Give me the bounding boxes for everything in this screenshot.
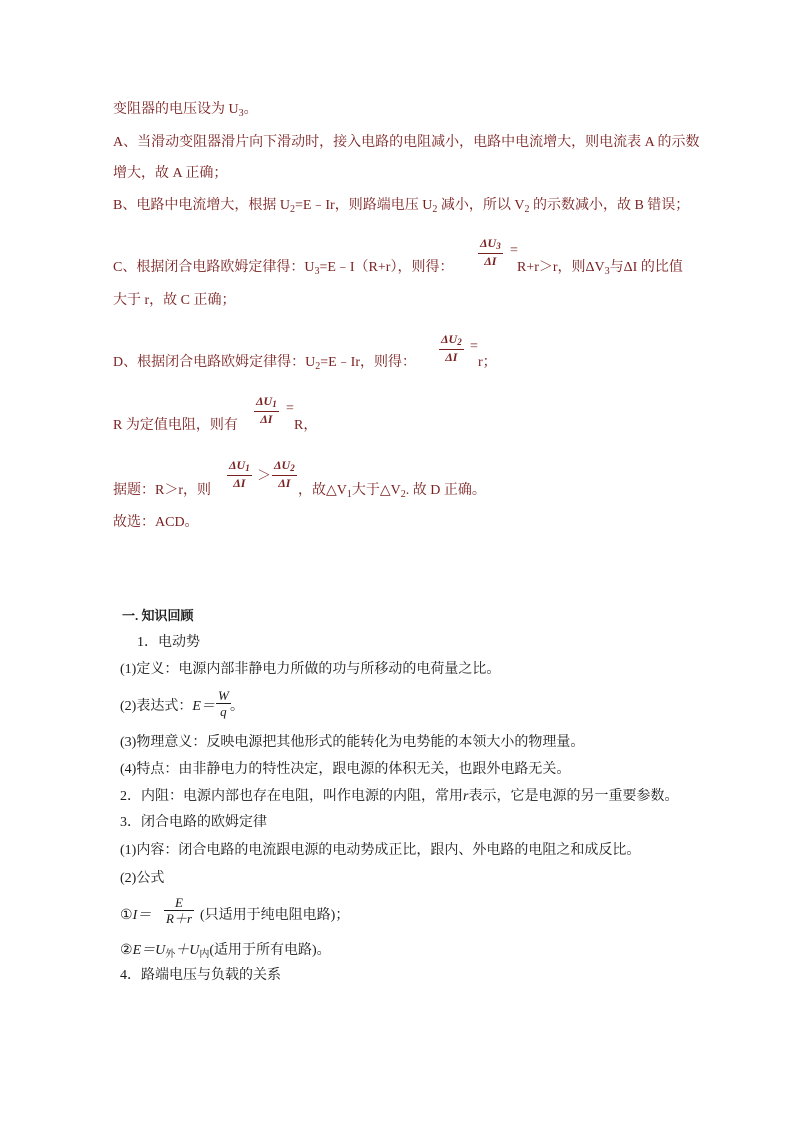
fraction-du1-di: $\frac{\Delta U_1}{\Delta I}$: [256, 394, 277, 426]
solution-option-c-line-1: C、根据闭合电路欧姆定律得：$U_3=E﹣I(R+r)$，则得：: [113, 260, 454, 277]
solution-basis-line: 据题：R＞r，则: [113, 483, 211, 498]
greater-than-sign: ＞: [257, 469, 271, 484]
solution-option-b: B、电路中电流增大，根据 $U_2=E﹣Ir$，则路端电压 $U_2$ 减小，所以 $V_2$ 的示数减小，故 B 错误；: [113, 198, 690, 215]
review-meaning: (3)物理意义：反映电源把其他形式的能转化为电势能的本领大小的物理量。: [120, 735, 585, 750]
solution-r-line: R 为定值电阻，则有: [113, 418, 238, 433]
review-formula: (2)公式: [120, 871, 165, 886]
solution-option-d: D、根据闭合电路欧姆定律得：$U_2=E﹣Ir$，则得：: [113, 355, 417, 372]
equals-sign: =: [286, 401, 294, 416]
review-feature: (4)特点：由非静电力的特性决定，跟电源的体积无关，也跟外电路无关。: [120, 762, 571, 777]
review-content: (1)内容：闭合电路的电流跟电源的电动势成正比，跟内、外电路的电阻之和成反比。: [120, 843, 641, 858]
solution-option-c-line-2: 大于 r，故 C 正确；: [113, 293, 236, 308]
solution-option-d-end: r；: [478, 355, 497, 370]
review-heading: 一. 知识回顾: [122, 608, 194, 623]
solution-basis-line-end: ，故$\triangle V_1$大于$\triangle V_2$. 故 D 正确。: [298, 483, 486, 500]
review-expression: (2)表达式：E＝: [120, 699, 215, 714]
equals-sign: =: [470, 339, 478, 354]
fraction-e-r-plus-r: $\frac{E}{R+r}$: [166, 895, 193, 926]
fraction-du2-di: $\frac{\Delta U_2}{\Delta I}$: [441, 332, 462, 364]
equals-sign: =: [510, 243, 518, 258]
review-item-3: 3．闭合电路的欧姆定律: [120, 815, 267, 830]
solution-option-a-line-1: A、当滑动变阻器滑片向下滑动时，接入电路的电阻减小，电路中电流增大，则电流表 A 的示数: [113, 135, 700, 150]
fraction-du1-di: $\frac{\Delta U_1}{\Delta I}$: [229, 458, 250, 490]
review-definition: (1)定义：电源内部非静电力所做的功与所移动的电荷量之比。: [120, 662, 501, 677]
review-item-2: 2．内阻：电源内部也存在电阻，叫作电源的内阻，常用r表示，它是电源的另一重要参数。: [120, 789, 679, 804]
review-formula-1-end: (只适用于纯电阻电路)；: [200, 908, 350, 923]
review-formula-1: ①I＝: [120, 908, 152, 923]
solution-answer: 故选：ACD。: [113, 515, 199, 530]
fraction-du3-di: $\frac{\Delta U_3}{\Delta I}$: [480, 236, 501, 268]
fraction-w-q: $\frac{W}{q}$: [218, 688, 229, 719]
solution-option-c-line-1-end: R+r＞r，则$\Delta V_3$与ΔI 的比值: [517, 260, 683, 277]
review-formula-2: $②E=U_外+U_内$(适用于所有电路)。: [120, 943, 331, 960]
review-item-4: 4．路端电压与负载的关系: [120, 968, 281, 983]
review-expression-end: 。: [230, 699, 244, 714]
solution-r-line-end: R，: [294, 418, 318, 433]
fraction-du2-di: $\frac{\Delta U_2}{\Delta I}$: [274, 458, 295, 490]
solution-option-a-line-2: 增大，故 A 正确；: [113, 166, 228, 181]
solution-line-1: 变阻器的电压设为 $U_3$。: [113, 102, 258, 119]
review-item-1: 1．电动势: [137, 635, 200, 650]
